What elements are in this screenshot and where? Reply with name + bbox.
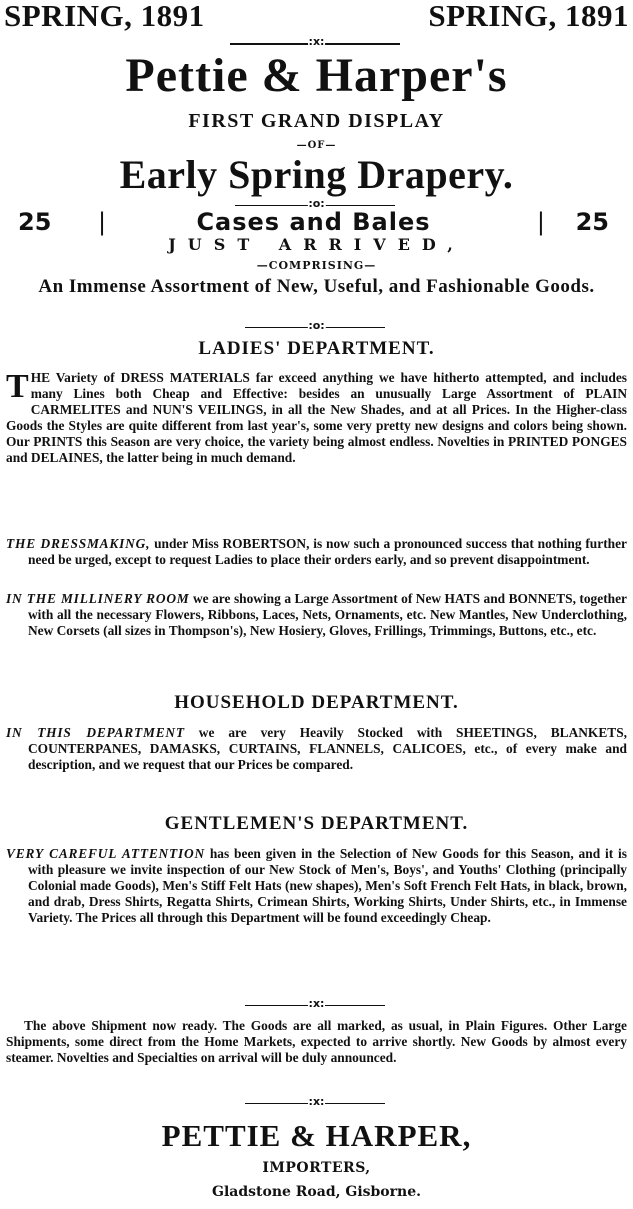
arrived-label: JUST ARRIVED, [168, 235, 465, 254]
divider [0, 1095, 633, 1110]
gentlemen-text: has been given in the Selection of New Goods for this Season, and it is with pleasure we invite inspection of our New Stock of Men's, Boys', and Youths' Clothing (principally Colonial made Goods), Men's Stiff Felt Hats (new shapes), Men's Soft French Felt Hats, in black, brown, and drab, Dress Shirts, Regatta Shirts, Crimean Shirts, Working Shirts, Under Shirts, etc., in Immense Variety. The Prices all through this Department will be found exceedingly Cheap. [28, 846, 627, 925]
cases-count-right: 25 [575, 208, 609, 236]
divider-mark: :o: [308, 319, 325, 332]
subtitle: FIRST GRAND DISPLAY [188, 110, 445, 132]
divider-mark: :x: [308, 997, 325, 1010]
comprising-label: —COMPRISING— [256, 259, 377, 272]
household-text: we are very Heavily Stocked with SHEETINGS, BLANKETS, COUNTERPANES, DAMASKS, CURTAINS, FLANNELS, CALICOES, etc., of every make and description, and we request that our Prices be compared. [28, 725, 627, 772]
drop-cap: T [6, 368, 29, 405]
right-date: SPRING, 1891 [428, 0, 629, 33]
divider [0, 319, 633, 334]
headline: Early Spring Drapery. [119, 152, 514, 197]
ladies-intro-paragraph [6, 370, 627, 465]
of-label: —OF— [296, 140, 337, 151]
date-row [4, 0, 629, 34]
firm-name-title: Pettie & Harper's [125, 49, 508, 102]
millinery-lead: IN THE MILLINERY ROOM [6, 591, 190, 606]
dressmaking-text: under Miss ROBERTSON, is now such a pronounced success that nothing further need be urged, except to request Ladies to place their orders early, and so prevent disappointment. [28, 536, 627, 567]
millinery-text: we are showing a Large Assortment of New HATS and BONNETS, together with all the necessary Flowers, Ribbons, Laces, Nets, Ornaments, etc. New Mantles, New Underclothing, New Corsets (all sizes in Thompson's), New Hosiery, Gloves, Frillings, Trimmings, Buttons, etc., etc. [28, 591, 627, 638]
gentlemen-paragraph [6, 846, 627, 926]
ladies-intro-text: HE Variety of DRESS MATERIALS far exceed anything we have hitherto attempted, and includes many Lines both Cheap and Effective: besides an unusually Large Assortment of PLAIN CARMELITES and NUN'S VEILINGS, in all the New Shades, and at all Prices. In the Higher-class Goods the Styles are quite different from last year's, some very pretty new designs and colors being shown. Our PRINTS this Season are very choice, the variety being almost endless. Novelties in PRINTED PONGES and DELAINES, the latter being in much demand. [6, 370, 627, 465]
tagline: An Immense Assortment of New, Useful, and Fashionable Goods. [38, 276, 595, 297]
divider-mark: :o: [308, 197, 325, 210]
household-department-title: HOUSEHOLD DEPARTMENT. [174, 692, 459, 713]
separator-right: | [536, 208, 545, 236]
gentlemen-department-title: GENTLEMEN'S DEPARTMENT. [164, 813, 469, 834]
gentlemen-lead: VERY CAREFUL ATTENTION [6, 846, 205, 861]
divider-mark: :x: [308, 35, 325, 48]
household-paragraph [6, 725, 627, 773]
address: Gladstone Road, Gisborne. [212, 1184, 421, 1200]
separator-left: | [98, 208, 107, 236]
cases-text: Cases and Bales [196, 208, 431, 236]
cases-count-left: 25 [18, 208, 52, 236]
dressmaking-lead: THE DRESSMAKING, [6, 536, 151, 551]
footer-firm-name: PETTIE & HARPER, [161, 1118, 472, 1153]
ladies-department-title: LADIES' DEPARTMENT. [198, 338, 435, 359]
millinery-paragraph [6, 591, 627, 639]
household-lead: IN THIS DEPARTMENT [6, 725, 185, 740]
divider [0, 997, 633, 1012]
cases-banner [18, 208, 609, 236]
shipment-notice: The above Shipment now ready. The Goods are all marked, as usual, in Plain Figures. Other Large Shipments, some direct from the Home Markets, expected to arrive shortly. New Goods by almost every steamer. Novelties and Specialties on arrival will be duly announced. [6, 1018, 627, 1065]
divider-mark: :x: [308, 1095, 325, 1108]
left-date: SPRING, 1891 [4, 0, 205, 33]
dressmaking-paragraph [6, 536, 627, 568]
importers-label: IMPORTERS, [262, 1160, 371, 1176]
